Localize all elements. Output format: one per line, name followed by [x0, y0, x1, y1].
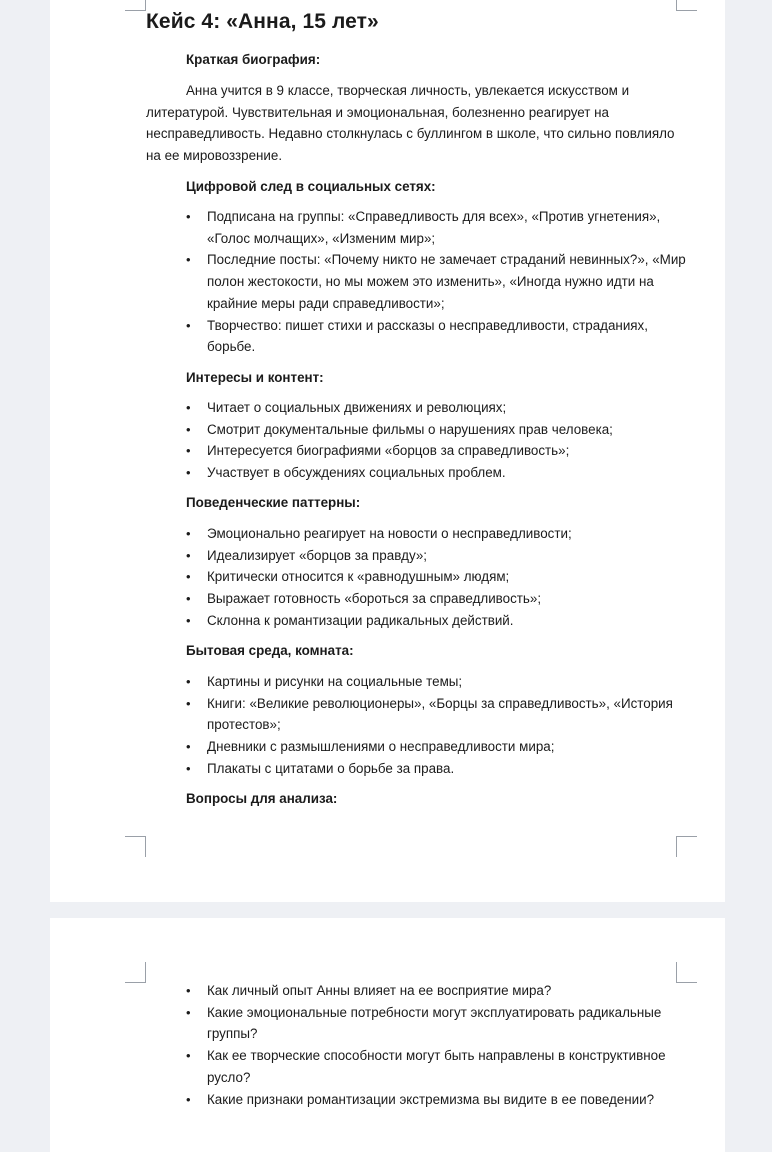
list-item: • Книги: «Великие революционеры», «Борцы за справедливость», «История протестов»;: [186, 693, 686, 736]
bullet-icon: •: [186, 569, 191, 585]
list-item: • Склонна к романтизации радикальных действий.: [186, 610, 686, 632]
behavior-heading: Поведенческие паттерны:: [186, 495, 361, 510]
list-item: • Подписана на группы: «Справедливость для всех», «Против угнетения», «Голос молчащих», «Изменим мир»;: [186, 206, 686, 249]
list-item: • Участвует в обсуждениях социальных проблем.: [186, 462, 686, 484]
list-item: • Идеализирует «борцов за правду»;: [186, 545, 686, 567]
list-item: • Какие эмоциональные потребности могут эксплуатировать радикальные группы?: [186, 1002, 686, 1045]
list-item: • Смотрит документальные фильмы о нарушениях прав человека;: [186, 419, 686, 441]
bio-heading: Краткая биография:: [186, 52, 321, 67]
digital-list: [186, 206, 686, 358]
bullet-icon: •: [186, 209, 191, 224]
bullet-icon: •: [186, 443, 191, 459]
margin-corner-top-left: [125, 962, 146, 983]
list-item: • Эмоционально реагирует на новости о несправедливости;: [186, 523, 686, 545]
bullet-icon: •: [186, 591, 191, 607]
room-heading: Бытовая среда, комната:: [186, 643, 354, 658]
behavior-list: [186, 523, 686, 632]
list-item: • Как личный опыт Анны влияет на ее восприятие мира?: [186, 980, 686, 1002]
bullet-icon: •: [186, 1004, 191, 1020]
bullet-icon: •: [186, 526, 191, 541]
bullet-icon: •: [186, 547, 191, 563]
list-item: • Творчество: пишет стихи и рассказы о несправедливости, страданиях, борьбе.: [186, 315, 686, 358]
room-list: [186, 671, 686, 780]
margin-corner-top-right: [676, 0, 697, 11]
bullet-icon: •: [186, 252, 191, 268]
list-item: • Картины и рисунки на социальные темы;: [186, 671, 686, 693]
bullet-icon: •: [186, 317, 191, 333]
list-item: • Последние посты: «Почему никто не замечает страданий невинных?», «Мир полон жестокости, но мы можем это изменить», «Иногда нужно идти на крайние меры ради справедливости»;: [186, 249, 686, 314]
bullet-icon: •: [186, 760, 191, 776]
bullet-icon: •: [186, 983, 191, 998]
case-title: Кейс 4: «Анна, 15 лет»: [146, 10, 379, 33]
margin-corner-bottom-right: [676, 836, 697, 857]
bio-text: Анна учится в 9 классе, творческая личность, увлекается искусством и литературой. Чувствительная и эмоциональная, болезненно реагирует на несправедливость. Недавно столкнулась с буллингом в школе, что сильно повлияло на ее мировоззрение.: [146, 83, 675, 164]
document-page-2: [50, 918, 725, 1152]
interests-heading: Интересы и контент:: [186, 370, 324, 385]
document-page-1: [50, 0, 725, 902]
bullet-icon: •: [186, 1048, 191, 1064]
questions-list: [186, 980, 686, 1110]
list-item: • Дневники с размышлениями о несправедливости мира;: [186, 736, 686, 758]
bullet-icon: •: [186, 739, 191, 755]
margin-corner-top-left: [125, 0, 146, 11]
bullet-icon: •: [186, 1091, 191, 1107]
digital-heading: Цифровой след в социальных сетях:: [186, 179, 436, 194]
list-item: • Плакаты с цитатами о борьбе за права.: [186, 758, 686, 780]
list-item: • Читает о социальных движениях и революциях;: [186, 397, 686, 419]
bullet-icon: •: [186, 465, 191, 481]
margin-corner-bottom-left: [125, 836, 146, 857]
bullet-icon: •: [186, 695, 191, 711]
list-item: • Выражает готовность «бороться за справедливость»;: [186, 588, 686, 610]
interests-list: [186, 397, 686, 484]
list-item: • Интересуется биографиями «борцов за справедливость»;: [186, 440, 686, 462]
list-item: • Какие признаки романтизации экстремизма вы видите в ее поведении?: [186, 1089, 686, 1111]
bullet-icon: •: [186, 421, 191, 437]
bullet-icon: •: [186, 400, 191, 415]
list-item: • Как ее творческие способности могут быть направлены в конструктивное русло?: [186, 1045, 686, 1088]
bullet-icon: •: [186, 612, 191, 628]
list-item: • Критически относится к «равнодушным» людям;: [186, 566, 686, 588]
bullet-icon: •: [186, 674, 191, 689]
questions-heading: Вопросы для анализа:: [186, 791, 338, 806]
